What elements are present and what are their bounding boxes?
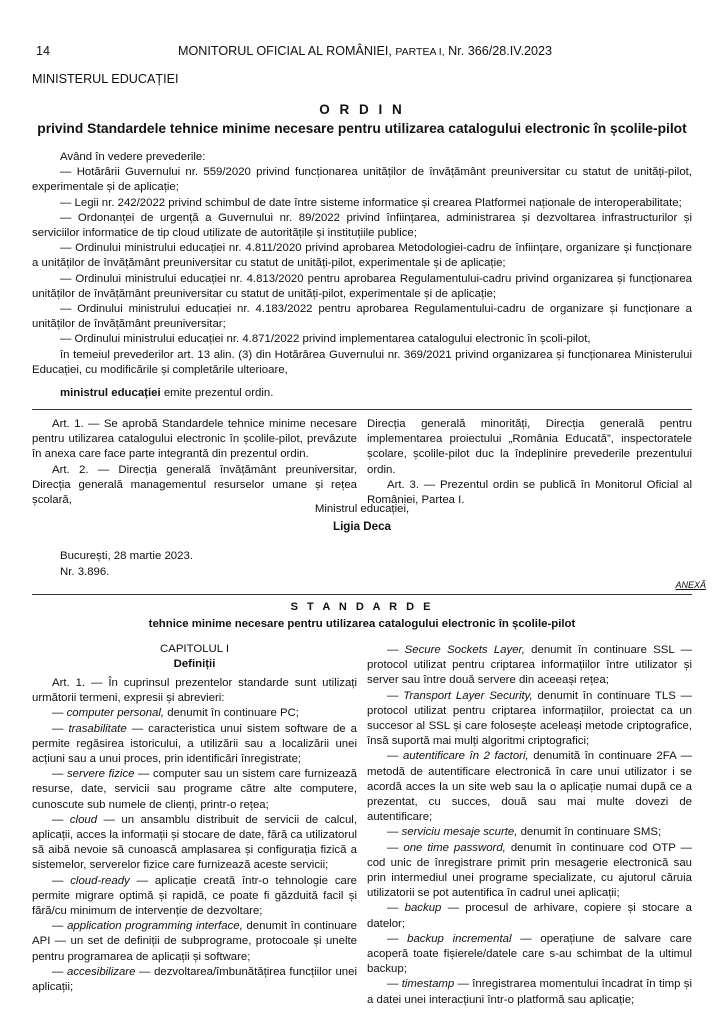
definition-item: — Secure Sockets Layer, denumit în continuare SSL — protocol utilizat pentru criptarea informațiilor între utilizator și server sau între două servere din aceeași rețea; (367, 644, 692, 687)
definitions-left-column (32, 676, 357, 995)
publication-issue: Nr. 366/28.IV.2023 (448, 44, 552, 58)
definition-item: — autentificare în 2 factori, denumită în continuare 2FA — metodă de autentificare electronică în care unui utilizator i se acordă acces la un site web sau la o aplicație numai după ce a prezentat, cu succes, două sau mai multe dovezi de autentificare; (367, 750, 692, 824)
standarde-title: S T A N D A R D E (290, 601, 434, 613)
chapter-title: CAPITOLUL I (160, 643, 229, 655)
signature-role: Ministrul educației, (314, 503, 410, 515)
ministrul-line (32, 387, 692, 399)
divider (32, 409, 692, 410)
preamble (32, 150, 692, 378)
definition-item: — backup incremental — operațiune de salvare care acoperă toate fișierele/datele care s-au schimbat de la ultimul backup; (367, 932, 692, 976)
article-paragraph: Art. 1. — Se aprobă Standardele tehnice minime necesare pentru utilizarea catalogului electronic în școlile-pilot, prevăzute în anexa care face parte integrantă din prezentul ordin. (32, 418, 357, 461)
ministrul-rest: emite prezentul ordin. (160, 387, 274, 399)
preamble-paragraph: — Legii nr. 242/2022 privind schimbul de date între sisteme informatice și crearea Platformei naționale de interoperabilitate; (60, 196, 682, 209)
page-number: 14 (36, 44, 51, 58)
preamble-paragraph: — Ordinului ministrului educației nr. 4.811/2020 privind aprobarea Metodologiei-cadru de înființare, organizare și funcționare a unităților de învățământ preuniversitar cu statut de unități-pilot, experimentale și de aplicație; (32, 242, 692, 270)
preamble-paragraph: — Ordinului ministrului educației nr. 4.183/2022 pentru aprobarea Regulamentului-cadru de organizare și funcționare a unităților de învățământ preuniversitar; (32, 303, 692, 331)
order-number: Nr. 3.896. (60, 566, 110, 578)
definition-item: — accesibilizare — dezvoltarea/îmbunătățirea funcțiilor unei aplicații; (32, 965, 357, 994)
definition-item: — Transport Layer Security, denumit în continuare TLS — protocol utilizat pentru criptarea informațiilor, proiectat ca un succesor al SSL și care folosește aceleași metode criptografice, însă suportă mai mulți algoritmi criptografici; (367, 689, 692, 748)
article-paragraph: Direcția generală minorități, Direcția generală pentru implementarea proiectului „România Educată”, inspectoratele școlare, școlile-pilot duc la îndeplinire prevederile prezentului ordin. (367, 418, 692, 476)
articles-left-column (32, 417, 357, 508)
chapter-subtitle: Definiții (173, 658, 216, 670)
definition-item: — backup — procesul de arhivare, copiere și stocare a datelor; (367, 902, 692, 930)
articles-right-column (367, 417, 692, 508)
ordin-subtitle: privind Standardele tehnice minime necesare pentru utilizarea catalogului electronic în școlile-pilot (37, 121, 687, 136)
definition-item: — cloud-ready — aplicație creată într-o tehnologie care permite migrare optimă și rapidă, ce poate fi găzduită facil și fără/cu minimum de intervenție de dezvoltare; (32, 874, 357, 918)
preamble-paragraph: Având în vedere prevederile: (60, 151, 206, 163)
definition-item: — application programming interface, denumit în continuare API — un set de definiții de subprograme, protocoale și unelte pentru programarea de aplicații și software; (32, 920, 358, 963)
divider (32, 594, 692, 595)
definition-item: — trasabilitate — caracteristica unui sistem software de a permite regăsirea istoricului, a utilizării sau a localizării unei acțiuni sau a unui proces, prin identificări înregistrate; (32, 722, 357, 766)
preamble-paragraph: — Ordinului ministrului educației nr. 4.813/2020 pentru aprobarea Regulamentului-cadru privind organizarea și funcționarea unităților de învățământ preuniversitar cu statut de unități-pilot, experimentale și de aplicație; (32, 272, 692, 300)
standarde-subtitle: tehnice minime necesare pentru utilizarea catalogului electronic în școlile-pilot (148, 618, 576, 630)
signature-name: Ligia Deca (333, 520, 391, 533)
anexa-label: ANEXĂ (675, 580, 706, 590)
ministrul-bold: ministrul educației (60, 387, 161, 399)
definitions-right-column (367, 643, 692, 1008)
definition-item: — computer personal, denumit în continuare PC; (52, 707, 299, 720)
preamble-paragraph: în temeiul prevederilor art. 13 alin. (3) din Hotărârea Guvernului nr. 369/2021 privind organizarea și funcționarea Ministerului Educației, cu modificările și completările ulterioare, (32, 348, 692, 376)
preamble-paragraph: — Ordinului ministrului educației nr. 4.871/2022 privind implementarea catalogului electronic în școli-pilot, (60, 333, 591, 346)
definition-item: — cloud — un ansamblu distribuit de servicii de calcul, aplicații, acces la informații și stocare de date, fără ca utilizatorul să aibă nevoie să cunoască amplasarea și configurația fizică a sistemelor, serverelor fizice care furnizează aceste servicii; (32, 813, 357, 872)
definition-item: — serviciu mesaje scurte, denumit în continuare SMS; (387, 826, 662, 839)
publication-part: PARTEA I, (395, 46, 445, 58)
preamble-paragraph: — Ordonanței de urgență a Guvernului nr. 89/2022 privind înființarea, administrarea și dezvoltarea infrastructurilor și serviciilor informatice de tip cloud utilizate de autoritățile și instituțiile publice; (32, 211, 692, 240)
preamble-paragraph: — Hotărârii Guvernului nr. 559/2020 privind funcționarea unităților de învățământ preuniversitar cu statut de unități-pilot, experimentale și de aplicație; (32, 166, 692, 194)
definition-item: — one time password, denumit în continuare cod OTP — cod unic de înregistrare primit prin mesagerie electronică sau prin intermediul unei programe specializate, cu ajutorul căruia utilizatorii se pot autentifica în cadrul unei aplicații; (367, 841, 692, 900)
definition-item: — timestamp — înregistrarea momentului încadrat în timp și a datei unei interacțiuni într-o platformă sau aplicație; (367, 978, 692, 1006)
ministry-name: MINISTERUL EDUCAȚIEI (32, 72, 179, 86)
definition-item: Art. 1. — În cuprinsul prezentelor standarde sunt utilizați următorii termeni, expresii și abrevieri: (32, 677, 357, 705)
definition-item: — servere fizice — computer sau un sistem care furnizează resurse, date, servicii sau programe către alte computere, cunoscute sub numele de clienți, printr-o rețea; (32, 768, 357, 811)
publication-title: MONITORUL OFICIAL AL ROMÂNIEI, (178, 44, 392, 58)
publication-header (178, 44, 552, 58)
ordin-title: O R D I N (319, 102, 405, 117)
article-paragraph: Art. 2. — Direcția generală învățământ preuniversitar, Direcția generală managementul resurselor umane și rețea școlară, (32, 463, 357, 507)
place-date: București, 28 martie 2023. (60, 550, 193, 562)
article-paragraph: Art. 3. — Prezentul ordin se publică în Monitorul Oficial al României, Partea I. (367, 478, 692, 507)
